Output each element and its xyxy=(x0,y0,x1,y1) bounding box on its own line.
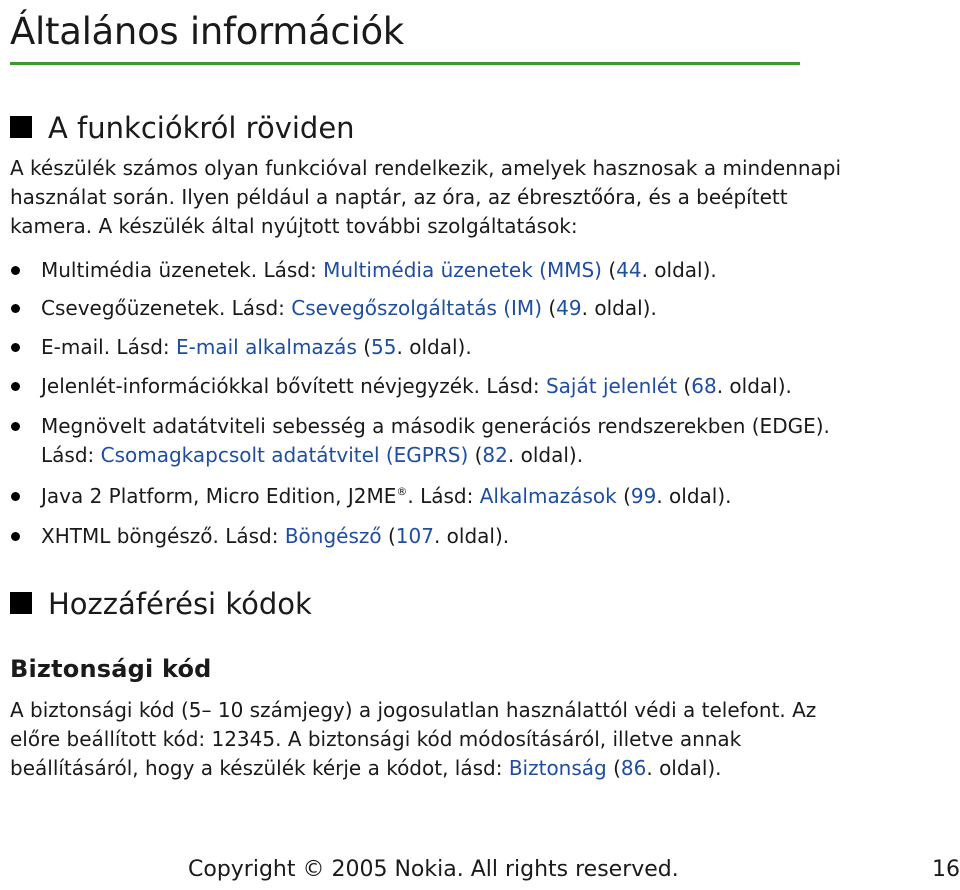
bullet-dot-icon xyxy=(11,492,20,501)
section-heading-features xyxy=(10,110,355,146)
footer-copyright: Copyright © 2005 Nokia. All rights reserved. xyxy=(188,857,679,882)
page-link[interactable]: 107 xyxy=(395,524,434,548)
title-rule xyxy=(10,62,800,65)
intro-line: használat során. Ilyen például a naptár, az óra, az ébresztőóra, és a beépített xyxy=(10,185,788,209)
bullet-dot-icon xyxy=(11,422,20,431)
page-link[interactable]: 68 xyxy=(691,374,717,398)
link-egprs[interactable]: Csomagkapcsolt adatátvitel (EGPRS) xyxy=(100,443,469,467)
page-link[interactable]: 44 xyxy=(616,258,642,282)
bullet-dot-icon xyxy=(11,382,20,391)
security-code-paragraph: A biztonsági kód (5– 10 számjegy) a jogosulatlan használattól védi a telefont. Az előre beállított kód: 12345. A biztonsági kód módosításáról, illetve annak beállításáról, hogy a készülék kérje a kódot, lásd: Biztonság (86. oldal). xyxy=(10,698,817,780)
page-link[interactable]: 55 xyxy=(371,335,397,359)
intro-line: A készülék számos olyan funkcióval rendelkezik, amelyek hasznosak a mindennapi xyxy=(10,156,842,180)
link-im[interactable]: Csevegőszolgáltatás (IM) xyxy=(291,296,542,320)
bullet-dot-icon xyxy=(11,532,20,541)
link-security[interactable]: Biztonság xyxy=(508,756,607,780)
page-link[interactable]: 86 xyxy=(620,756,647,780)
section-heading-access-codes-text: Hozzáférési kódok xyxy=(48,587,312,621)
link-browser[interactable]: Böngésző xyxy=(284,524,382,548)
link-email[interactable]: E-mail alkalmazás xyxy=(176,335,357,359)
subheading-security-code: Biztonsági kód xyxy=(10,655,212,683)
link-mms[interactable]: Multimédia üzenetek (MMS) xyxy=(323,258,602,282)
page-link[interactable]: 99 xyxy=(630,484,657,508)
section-heading-access-codes xyxy=(10,586,312,622)
square-bullet-icon xyxy=(10,116,32,138)
page-link[interactable]: 82 xyxy=(482,443,508,467)
intro-line: kamera. A készülék által nyújtott további szolgáltatások: xyxy=(10,214,578,238)
link-presence[interactable]: Saját jelenlét xyxy=(545,374,678,398)
page-number: 16 xyxy=(932,857,960,882)
bullet-dot-icon xyxy=(11,343,20,352)
section-heading-features-text: A funkciókról röviden xyxy=(48,111,355,145)
features-intro xyxy=(10,154,842,241)
bullet-dot-icon xyxy=(11,266,20,275)
square-bullet-icon xyxy=(10,592,32,614)
bullet-dot-icon xyxy=(11,304,20,313)
link-applications[interactable]: Alkalmazások xyxy=(479,484,617,508)
page-title: Általános információk xyxy=(10,10,404,53)
page-link[interactable]: 49 xyxy=(556,296,582,320)
